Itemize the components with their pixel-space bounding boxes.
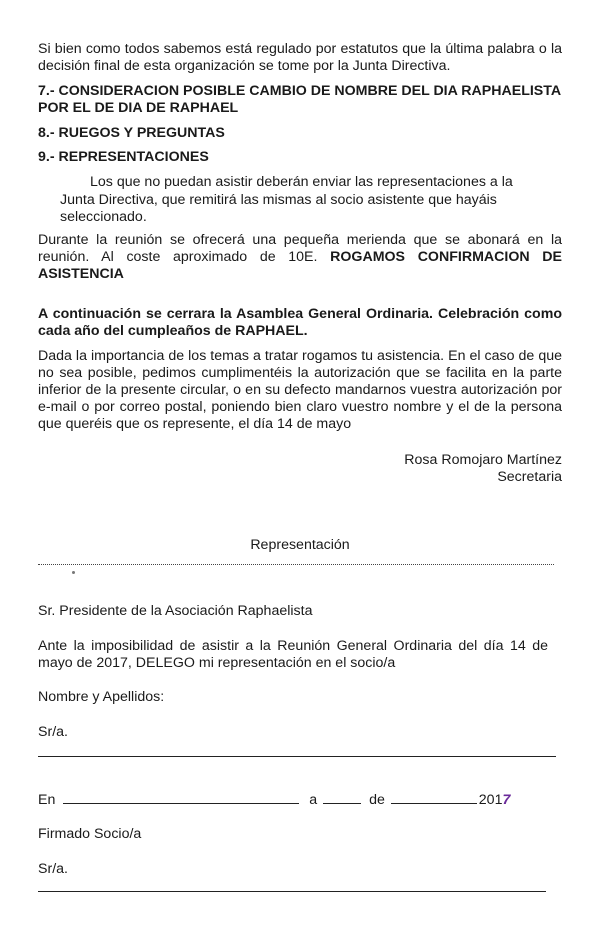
sr-label-1: Sr/a. <box>38 724 68 740</box>
merienda-paragraph: Durante la reunión se ofrecerá una pequeña merienda que se abonará en la reunión. Al coste aproximado de 10E. ROGAMOS CONFIRMACION DE ASISTENCIA <box>38 232 562 282</box>
de-label: de <box>369 792 385 808</box>
section-9-heading: 9.- REPRESENTACIONES <box>38 149 209 165</box>
name-label: Nombre y Apellidos: <box>38 689 165 705</box>
intro-paragraph: Si bien como todos sabemos está regulado por estatutos que la última palabra o la decisión final de esta organización se tome por la Junta Directiva. <box>38 41 562 74</box>
sr-label-2: Sr/a. <box>38 861 68 877</box>
signature-role: Secretaria <box>497 469 562 485</box>
confirm-attendance-text: ROGAMOS CONFIRMACION DE ASISTENCIA <box>38 249 562 282</box>
signature-block <box>300 452 562 486</box>
year-handwritten-correction: 7 <box>502 792 511 808</box>
form-addressee: Sr. Presidente de la Asociación Raphaelista <box>38 603 313 619</box>
form-title: Representación <box>250 537 350 553</box>
signed-label: Firmado Socio/a <box>38 826 142 842</box>
asamblea-paragraph: A continuación se cerrara la Asamblea General Ordinaria. Celebración como cada año del cumpleaños de RAPHAEL. <box>38 306 562 339</box>
section-8-heading: 8.- RUEGOS Y PREGUNTAS <box>38 125 225 141</box>
section-7-heading: 7.- CONSIDERACION POSIBLE CAMBIO DE NOMBRE DEL DIA RAPHAELISTA POR EL DE DIA DE RAPHAEL <box>38 83 561 116</box>
place-date-line <box>38 791 568 809</box>
month-field[interactable] <box>391 791 477 804</box>
cut-line <box>38 563 554 565</box>
paper-speck <box>72 571 75 574</box>
form-delegation-text: Ante la imposibilidad de asistir a la Reunión General Ordinaria del día 14 de mayo de 2017, DELEGO mi representación en el socio/a <box>38 638 548 671</box>
a-label: a <box>309 792 318 808</box>
representaciones-paragraph: Los que no puedan asistir deberán enviar las representaciones a la Junta Directiva, que remitirá las mismas al socio asistente que hayáis seleccionado. <box>60 174 513 225</box>
signature-name: Rosa Romojaro Martínez <box>404 452 562 468</box>
day-field[interactable] <box>323 791 361 804</box>
representative-name-field[interactable] <box>38 756 556 757</box>
year-printed: 201 <box>478 792 503 808</box>
importancia-paragraph: Dada la importancia de los temas a tratar rogamos tu asistencia. En el caso de que no sea posible, pedimos cumplimentéis la autorización que se facilita en la parte inferior de la presente circular, o en su defecto mandarnos vuestra autorización por e-mail o por correo postal, poniendo bien claro vuestro nombre y el de la persona que queréis que os represente, el día 14 de mayo <box>38 348 562 432</box>
place-field[interactable] <box>63 791 299 804</box>
en-label: En <box>38 792 56 808</box>
signature-field[interactable] <box>38 891 546 892</box>
